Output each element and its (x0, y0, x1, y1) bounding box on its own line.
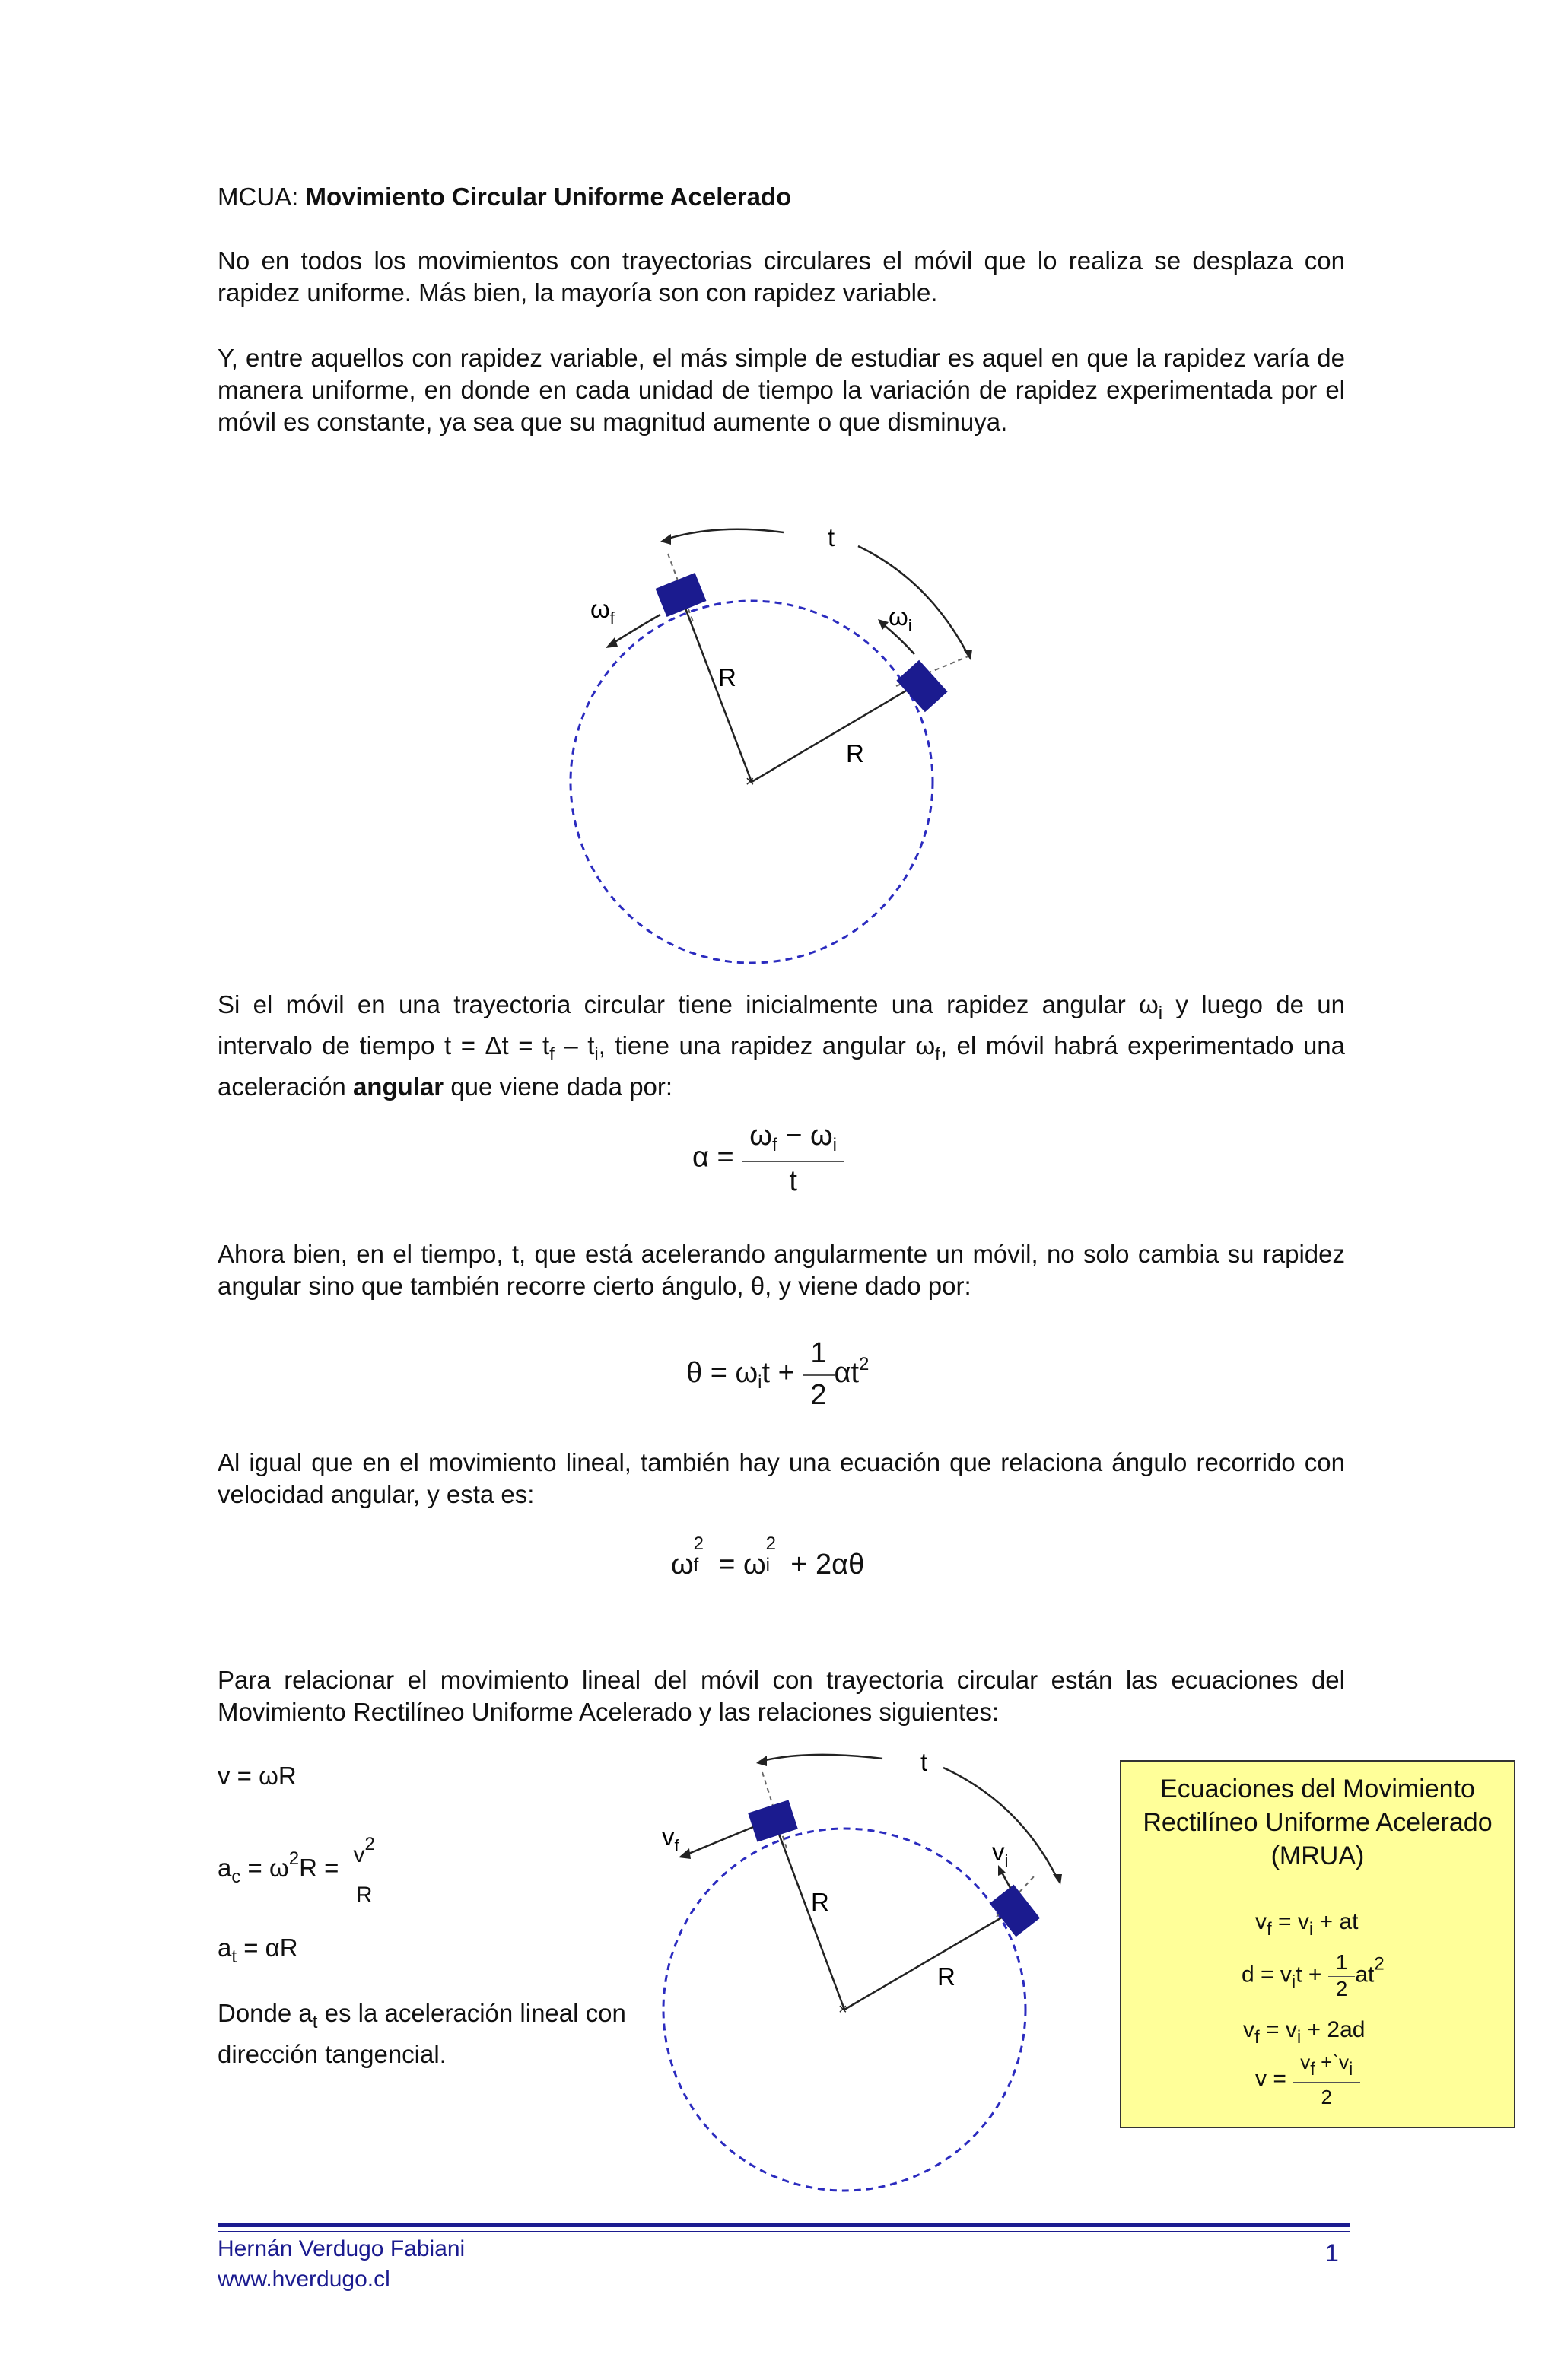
vf-arrow (683, 1827, 753, 1856)
page-number: 1 (1325, 2239, 1339, 2267)
time-arc-right (858, 546, 968, 654)
circular-motion-diagram-angular (533, 510, 1004, 974)
radius-label: R (718, 663, 736, 691)
radius-label: R (937, 1962, 955, 1991)
paragraph-intro: No en todos los movimientos con trayectorias circulares el móvil que lo realiza se desplaza con rapidez uniforme. Más bien, la mayoría son con rapidez variable. (218, 246, 1345, 307)
radius-line (777, 1830, 844, 2010)
radius-line (844, 1911, 1013, 2010)
omega-i-label: $\omega_i$ (889, 602, 912, 635)
center-mark: × (746, 774, 755, 790)
time-label: t (828, 523, 835, 551)
radius-line (683, 602, 752, 782)
circular-motion-diagram-linear (639, 1742, 1111, 2198)
relation-ac: $a_c = \omega^2R$ = $\frac{v^2}{R}$ (218, 1829, 383, 1911)
mobile-block-final (656, 573, 707, 617)
time-arc-left (663, 529, 784, 540)
equation-angular-acceleration: α = $\frac{\omega_f - \omega_i}{t}$ (692, 1120, 844, 1198)
equation-angle: $\theta = \omega_it$ + $\frac{1}{2}$ $\alpha t^2$ (686, 1337, 870, 1411)
footer-rule-thin (218, 2231, 1350, 2232)
mobile-block-initial (990, 1885, 1040, 1937)
time-label: t (920, 1748, 928, 1776)
mrua-equations-box (1120, 1760, 1515, 2128)
footer-rule (218, 2223, 1350, 2227)
omega-f-label: $\omega_f$ (590, 595, 615, 628)
mobile-block-initial (896, 660, 947, 712)
mrua-eq-distance: $d = v_it$ + $\frac{1}{2}$ $at^2$ (1242, 1950, 1385, 2000)
center-mark: × (838, 2001, 847, 2018)
mrua-eq-velocity: $v_f = v_i$ + at (1255, 1909, 1359, 1940)
paragraph-angular-acceleration: Si el móvil en una trayectoria circular tiene inicialmente una rapidez angular $\omega_i$ y luego de un intervalo de tiempo $t = \Delta t = t_f - t_i$, tiene una rapidez angular $\omega_f$, el móvil habrá experimentado una aceleración angular que viene dada por: (218, 990, 1346, 1101)
mobile-block-final (748, 1800, 798, 1841)
equation-omega-squared: ω 2 f = ω 2 i + 2αθ (671, 1533, 865, 1581)
footer-website[interactable]: www.hverdugo.cl (218, 2267, 390, 2292)
vi-label: $v_i$ (992, 1838, 1009, 1870)
radius-label: R (846, 739, 864, 767)
time-arc-left (759, 1755, 882, 1762)
paragraph-angular-velocity-relation: Al igual que en el movimiento lineal, también hay una ecuación que relaciona ángulo recorrido con velocidad angular, y esta es: (218, 1448, 1345, 1508)
footer-author: Hernán Verdugo Fabiani (218, 2236, 466, 2261)
mrua-box-heading: Ecuaciones del Movimiento Rectilíneo Uniforme Acelerado (MRUA) (1143, 1775, 1493, 1870)
paragraph-variable-speed: Y, entre aquellos con rapidez variable, el más simple de estudiar es aquel en que la rapidez varía de manera uniforme, en donde en cada unidad de tiempo la variación de rapidez experimentada por el móvil es constante, ya sea que su magnitud aumente o que disminuya. (218, 344, 1345, 436)
paragraph-linear-relation: Para relacionar el movimiento lineal del móvil con trayectoria circular están las ecuaciones del Movimiento Rectilíneo Uniforme Acelerado y las relaciones siguientes: (218, 1666, 1345, 1726)
relation-at: $a_t = \alpha R$ (218, 1934, 298, 1967)
mrua-eq-velocity-squared: $v_f = v_i + 2ad$ (1243, 2017, 1366, 2048)
mrua-eq-mean-velocity: v = $\frac{vf +`vi}{2}$ (1255, 2051, 1360, 2109)
radius-line (752, 683, 919, 782)
page-title: MCUA: Movimiento Circular Uniforme Acelerado (218, 183, 792, 211)
radius-label: R (811, 1888, 829, 1916)
vf-label: $v_f$ (662, 1822, 679, 1855)
relation-v: v = ωR (218, 1762, 297, 1790)
paragraph-angle-covered: Ahora bien, en el tiempo, t, que está acelerando angularmente un móvil, no solo cambia su rapidez angular sino que también recorre cierto ángulo, θ, y viene dado por: (218, 1240, 1345, 1300)
tangential-note: Donde $a_t$ es la aceleración lineal con dirección tangencial. (218, 1999, 626, 2068)
